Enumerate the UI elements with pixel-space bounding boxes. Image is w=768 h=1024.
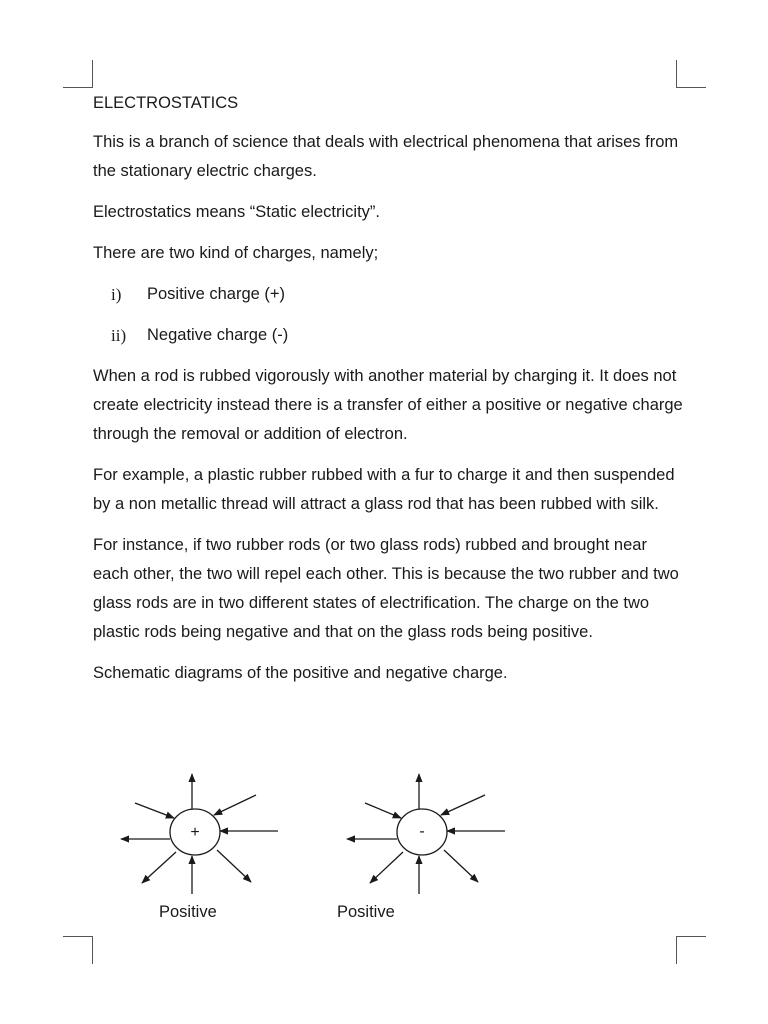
- document-body: [93, 89, 683, 700]
- paragraph-meaning: Electrostatics means “Static electricity”.: [93, 203, 380, 221]
- paragraph-schematic: Schematic diagrams of the positive and negative charge.: [93, 664, 508, 682]
- list-numeral: i): [111, 285, 122, 304]
- list-item-text: Negative charge (-): [147, 326, 289, 344]
- list-item: [93, 321, 683, 350]
- charge-circle: [170, 809, 220, 855]
- paragraph-rod: When a rod is rubbed vigorously with another material by charging it. It does not create electricity instead there is a transfer of either a positive or negative charge through the removal or addition of electron.: [93, 367, 683, 443]
- list-item-text: Positive charge (+): [147, 285, 286, 303]
- charge-circle: [397, 809, 447, 855]
- diagram-caption: Positive: [159, 903, 217, 921]
- list-numeral: ii): [111, 326, 127, 345]
- charge-symbol: +: [190, 824, 200, 841]
- charge-symbol: -: [419, 823, 425, 840]
- paragraph-example: For example, a plastic rubber rubbed with a fur to charge it and then suspended by a non metallic thread will attract a glass rod that has been rubbed with silk.: [93, 466, 675, 513]
- crop-mark-bottom-left: [63, 936, 93, 964]
- crop-mark-top-right: [676, 60, 706, 88]
- document-title: ELECTROSTATICS: [93, 94, 239, 112]
- charge-list: [93, 280, 683, 350]
- paragraph-instance: For instance, if two rubber rods (or two glass rods) rubbed and brought near each other, the two will repel each other. This is because the two rubber and two glass rods are in two different states of electrification. The charge on the two plastic rods being negative and that on the glass rods being positive.: [93, 536, 679, 641]
- list-item: [93, 280, 683, 309]
- paragraph-intro: This is a branch of science that deals with electrical phenomena that arises from the stationary electric charges.: [93, 133, 679, 180]
- crop-mark-bottom-right: [676, 936, 706, 964]
- paragraph-kinds: There are two kind of charges, namely;: [93, 244, 379, 262]
- diagram-caption: Positive: [337, 903, 395, 921]
- crop-mark-top-left: [63, 60, 93, 88]
- negative-charge-diagram: [347, 774, 505, 894]
- positive-charge-diagram: [121, 774, 278, 894]
